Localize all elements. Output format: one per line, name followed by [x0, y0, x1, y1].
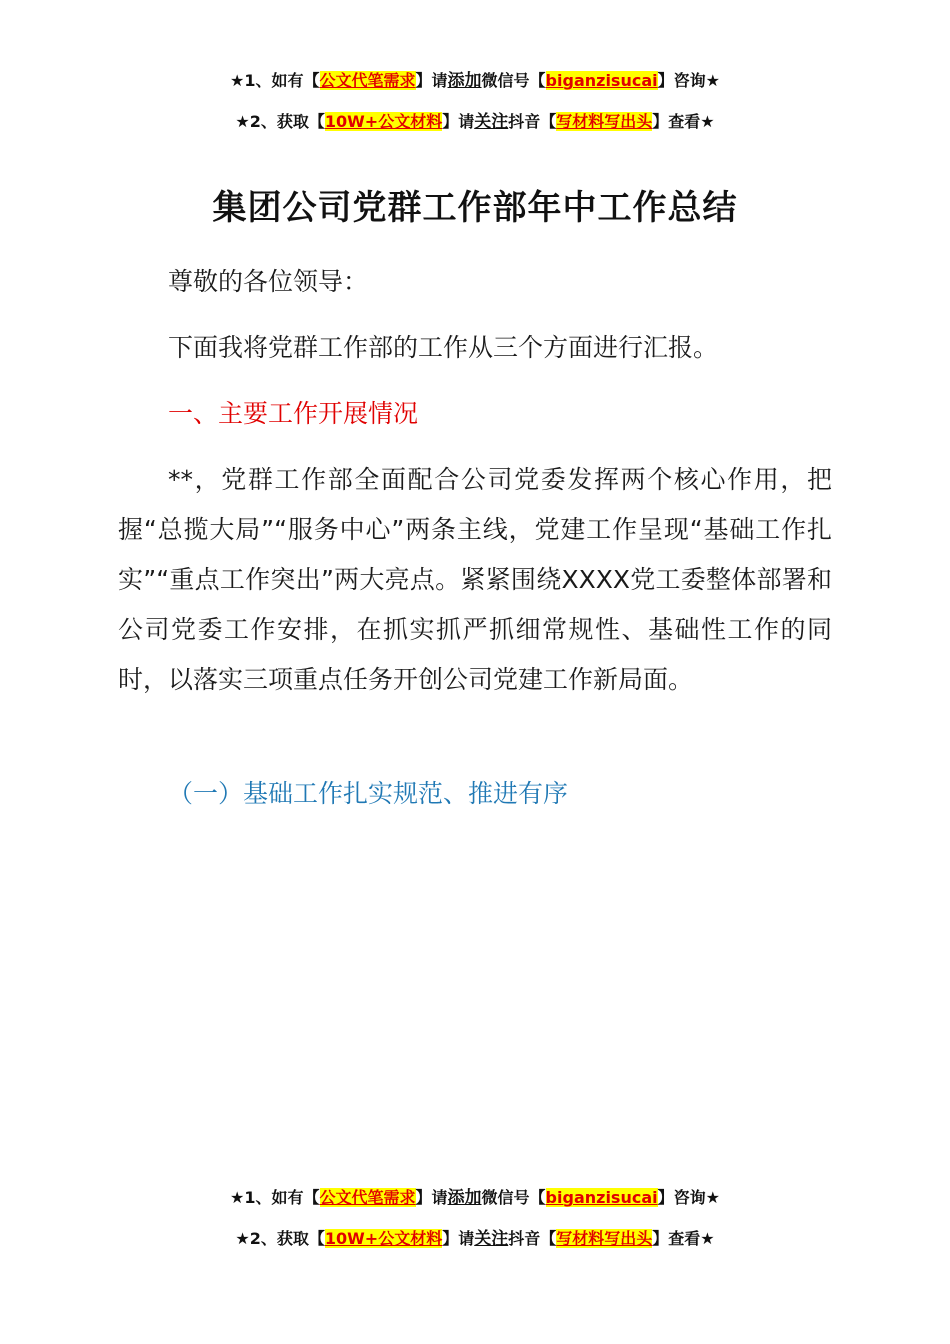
- promo-text: ★2、获取【: [235, 1229, 325, 1248]
- promo-underline: 关注: [474, 112, 509, 132]
- promo-text: 】查看★: [652, 1229, 715, 1248]
- promo-text: 微信号【: [481, 71, 546, 90]
- promo-text: 】咨询★: [657, 1188, 720, 1207]
- page-title: 集团公司党群工作部年中工作总结: [212, 188, 738, 228]
- promo-line-2: [0, 111, 950, 133]
- promo-text: ★1、如有【: [230, 1188, 320, 1207]
- section-heading: 一、主要工作开展情况: [168, 399, 419, 428]
- promo-footer-line-2: [0, 1228, 950, 1250]
- intro-paragraph: 下面我将党群工作部的工作从三个方面进行汇报。: [168, 333, 719, 362]
- body-paragraph: **，党群工作部全面配合公司党委发挥两个核心作用，把握“总揽大局”“服务中心”两条主线，党建工作呈现“基础工作扎实”“重点工作突出”两大亮点。紧紧围绕XXXX党工委整体部署和公司党委工作安排，在抓实抓严抓细常规性、基础性工作的同时，以落实三项重点任务开创公司党建工作新局面。: [118, 465, 832, 694]
- promo-text: 】查看★: [652, 112, 715, 131]
- promo-text: ★1、如有【: [230, 71, 320, 90]
- promo-text: 】请: [442, 112, 475, 131]
- promo-text: 】咨询★: [657, 71, 720, 90]
- promo-footer-line-1: [0, 1187, 950, 1209]
- promo-text: 抖音【: [508, 1229, 557, 1248]
- promo-line-1: [0, 70, 950, 92]
- promo-text: 微信号【: [481, 1188, 546, 1207]
- subsection-heading: （一）基础工作扎实规范、推进有序: [168, 779, 569, 808]
- promo-underline: 关注: [474, 1229, 509, 1249]
- promo-text: 抖音【: [508, 112, 557, 131]
- promo-text: 】请: [415, 1188, 448, 1207]
- wechat-id: biganzisucai: [545, 71, 658, 90]
- promo-underline: 添加: [447, 1188, 482, 1208]
- promo-underline: 添加: [447, 71, 482, 91]
- salutation: 尊敬的各位领导：: [168, 267, 369, 296]
- promo-text: 】请: [415, 71, 448, 90]
- promo-text: 】请: [442, 1229, 475, 1248]
- promo-highlight: 公文代笔需求: [319, 71, 416, 90]
- promo-highlight: 10W+公文材料: [324, 112, 443, 131]
- promo-text: ★2、获取【: [235, 112, 325, 131]
- promo-highlight: 10W+公文材料: [324, 1229, 443, 1248]
- wechat-id: biganzisucai: [545, 1188, 658, 1207]
- douyin-account: 写材料写出头: [556, 1229, 653, 1248]
- douyin-account: 写材料写出头: [556, 112, 653, 131]
- promo-highlight: 公文代笔需求: [319, 1188, 416, 1207]
